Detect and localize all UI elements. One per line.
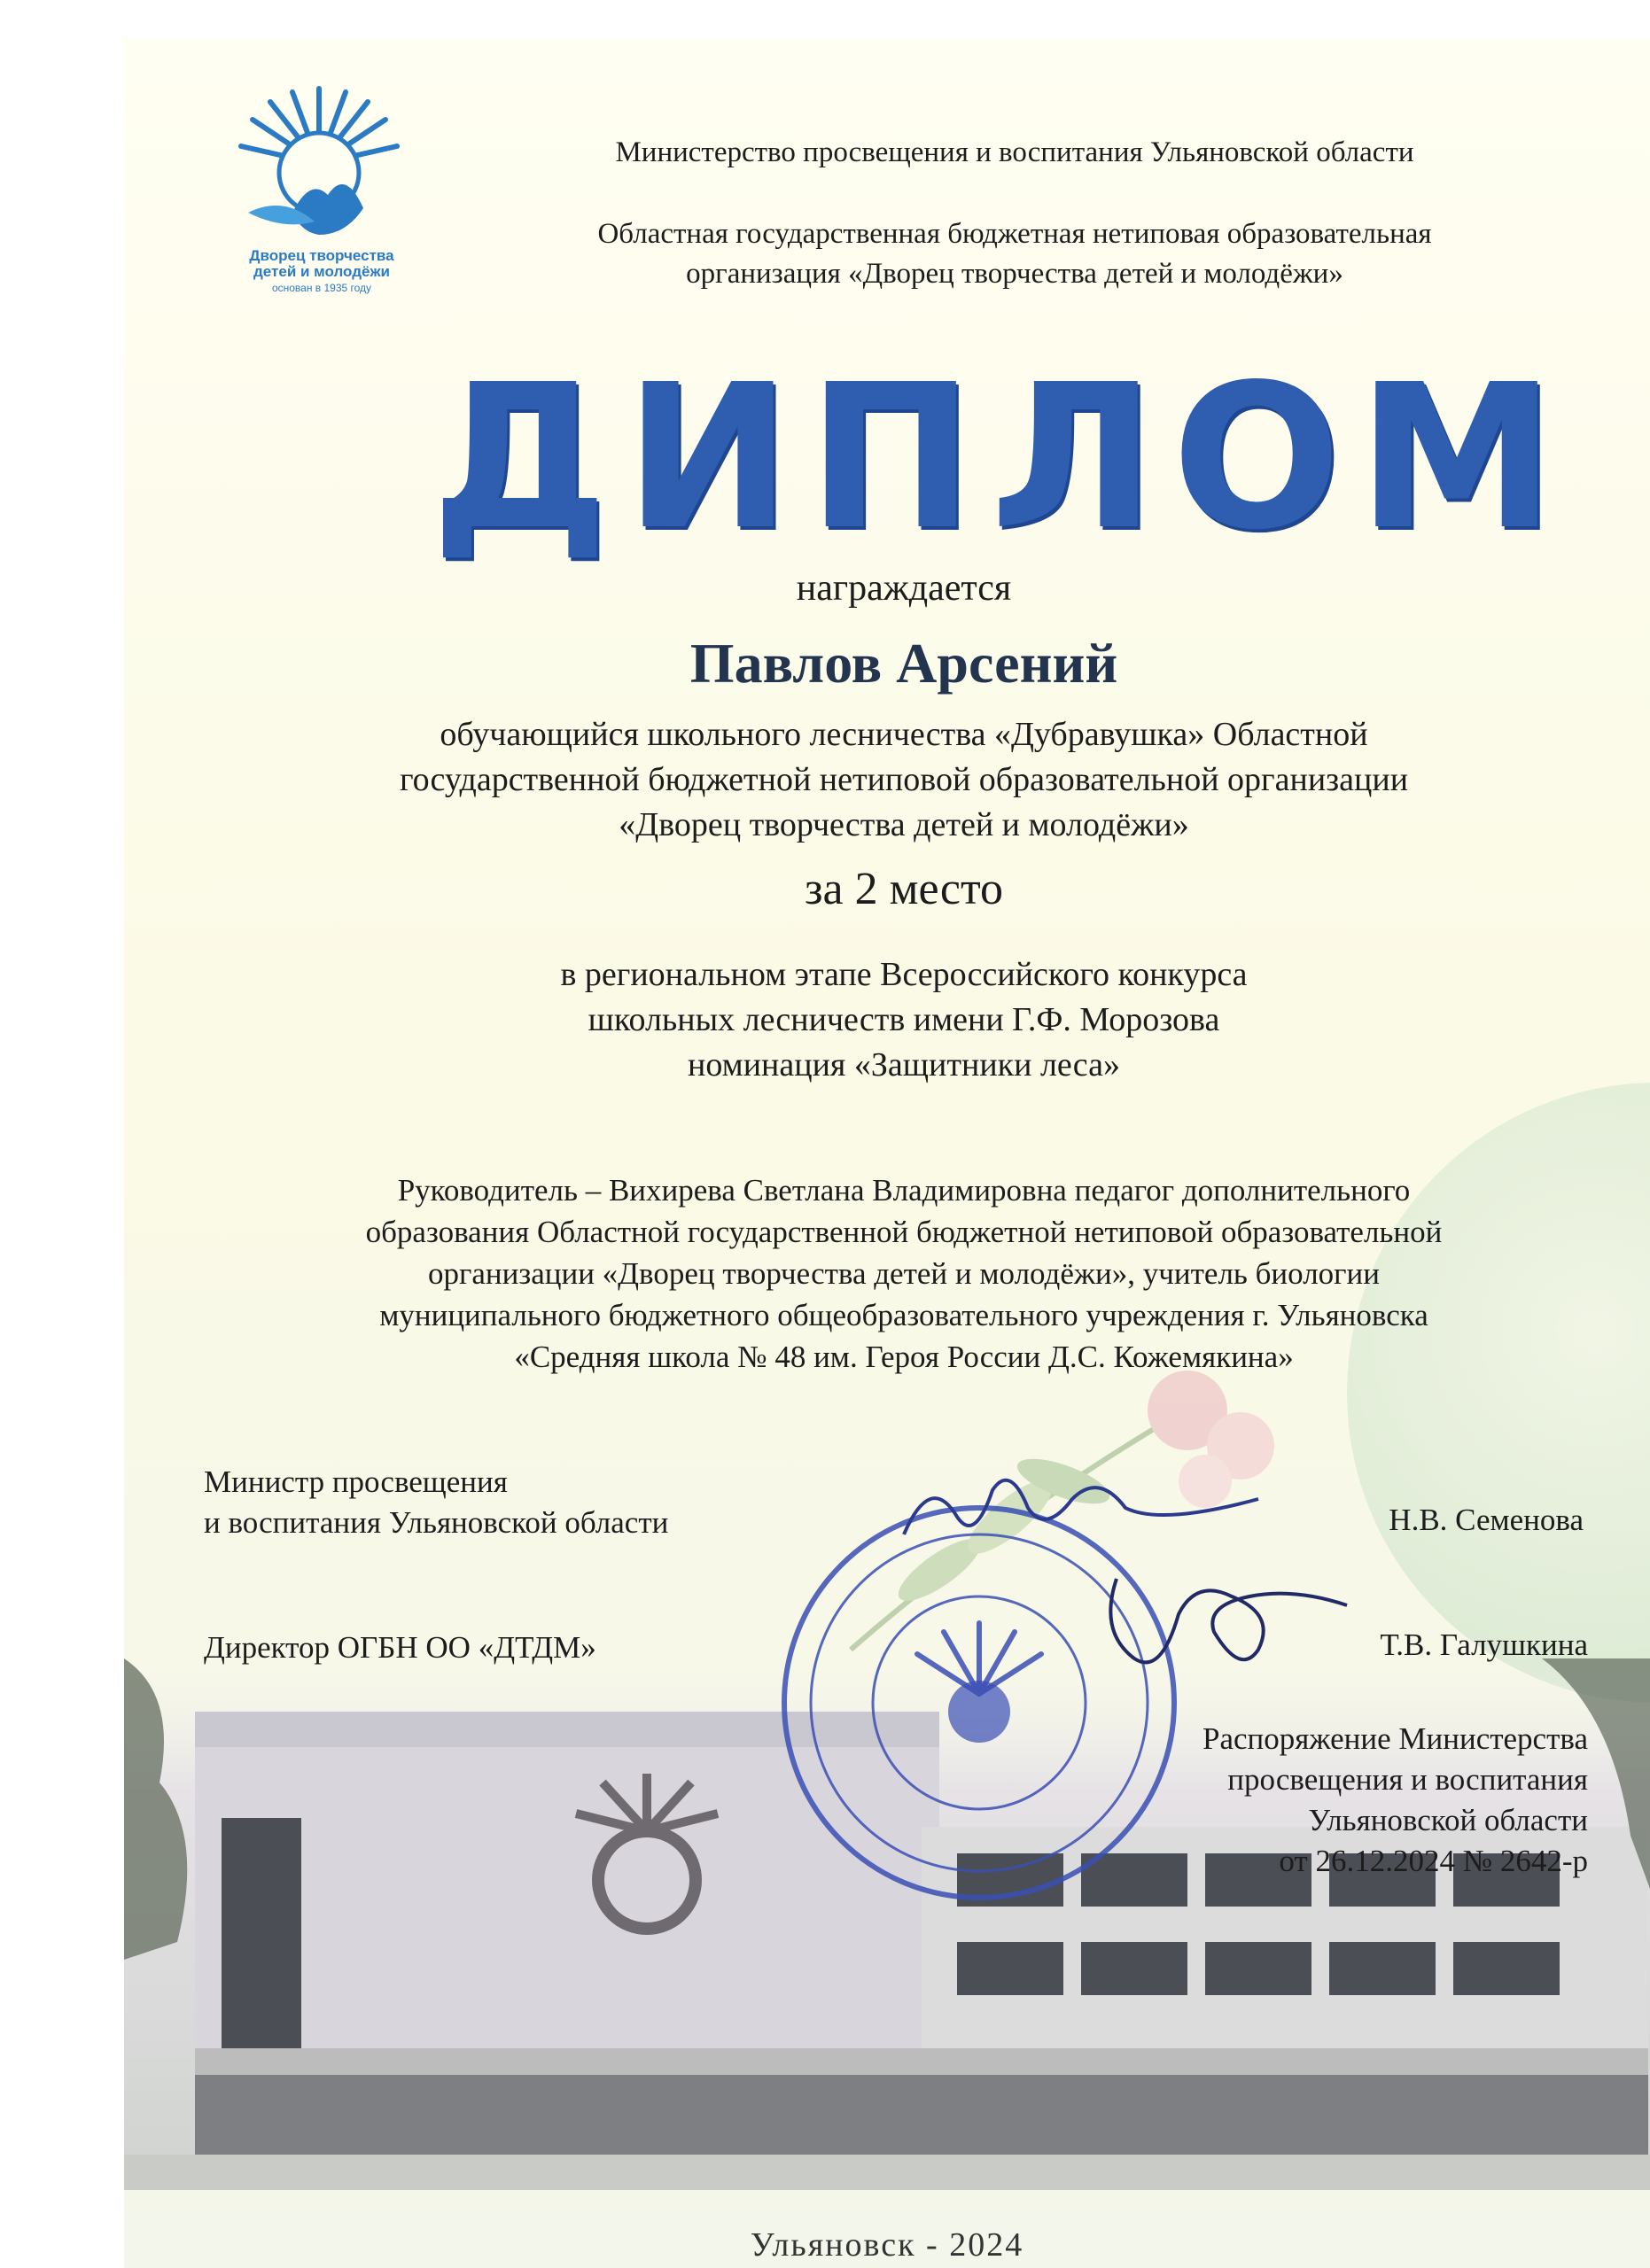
awarded-label: награждается: [796, 568, 1012, 609]
org-line-2: организация «Дворец творчества детей и молодёжи»: [686, 258, 1343, 290]
diploma-sheet: [124, 37, 1650, 2268]
leader-line-2: образования Областной государственной бюджетной нетиповой образовательной: [365, 1215, 1443, 1249]
director-title: Директор ОГБН ОО «ДТДМ»: [204, 1630, 596, 1665]
contest-line-2: школьных лесничеств имени Г.Ф. Морозова: [588, 1001, 1220, 1038]
order-line-1: Распоряжение Министерства: [1202, 1721, 1588, 1756]
director-name: Т.В. Галушкина: [1380, 1627, 1588, 1662]
recipient-description: [266, 712, 1542, 848]
minister-name: Н.В. Семенова: [1389, 1503, 1584, 1537]
logo-text-line3: основан в 1935 году: [271, 282, 372, 294]
contest-description: [266, 952, 1542, 1088]
place-award: за 2 место: [804, 864, 1004, 914]
minister-title-line1: Министр просвещения: [204, 1464, 508, 1499]
logo-text-line2: детей и молодёжи: [253, 263, 390, 280]
leader-line-3: организации «Дворец творчества детей и молодёжи», учитель биологии: [428, 1256, 1380, 1291]
diploma-title: ДИПЛОМ: [431, 342, 1572, 574]
minister-title-line2: и воспитания Ульяновской области: [204, 1505, 669, 1540]
minister-signature: [895, 1455, 1267, 1552]
contest-line-1: в региональном этапе Всероссийского конкурса: [560, 956, 1248, 993]
director-signature: [1081, 1561, 1356, 1694]
order-line-2: просвещения и воспитания: [1227, 1762, 1588, 1797]
logo-text-line1: Дворец творчества: [249, 247, 394, 264]
order-reference: [968, 1719, 1588, 1882]
description-line-3: «Дворец творчества детей и молодёжи»: [619, 806, 1189, 843]
leader-block: [248, 1169, 1560, 1378]
ministry-heading: Министерство просвещения и воспитания Ульяновской области: [615, 136, 1414, 168]
order-line-3: Ульяновской области: [1308, 1803, 1588, 1837]
description-line-1: обучающийся школьного лесничества «Дубравушка» Областной: [440, 716, 1368, 753]
order-line-4: от 26.12.2024 № 2642-р: [1279, 1844, 1588, 1878]
organization-heading: [408, 214, 1622, 294]
contest-line-3: номинация «Защитники леса»: [688, 1046, 1120, 1084]
leader-line-5: «Средняя школа № 48 им. Героя России Д.С. Кожемякина»: [514, 1340, 1294, 1374]
description-line-2: государственной бюджетной нетиповой образовательной организации: [399, 761, 1409, 798]
leader-line-1: Руководитель – Вихирева Светлана Владимировна педагог дополнительного: [397, 1173, 1411, 1208]
recipient-name: Павлов Арсений: [689, 632, 1118, 695]
minister-title: [204, 1462, 668, 1543]
city-year-footer: Ульяновск - 2024: [750, 2226, 1024, 2264]
org-line-1: Областная государственная бюджетная нетиповая образовательная: [597, 218, 1432, 250]
leader-line-4: муниципального бюджетного общеобразовательного учреждения г. Ульяновска: [379, 1298, 1428, 1332]
